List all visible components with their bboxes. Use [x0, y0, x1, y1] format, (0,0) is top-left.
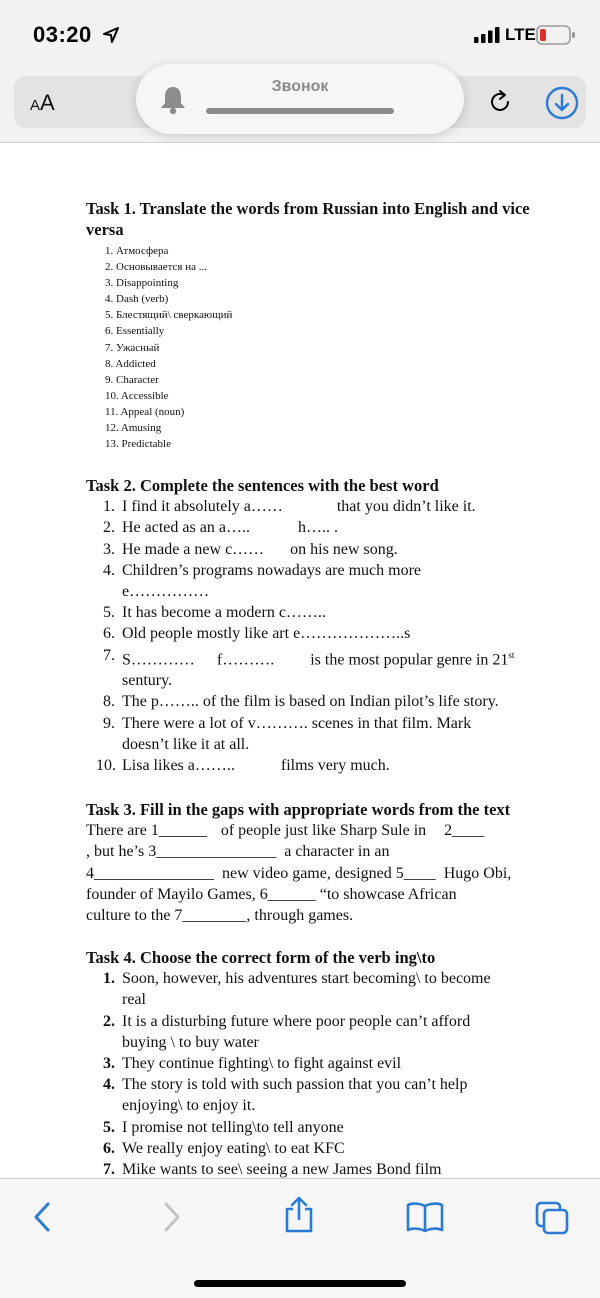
list-item: 2. It is a disturbing future where poor people can’t afford buying \ to buy water	[103, 1012, 471, 1051]
task1-title: Task 1. Translate the words from Russian into English and vice versa	[86, 199, 530, 239]
task1-word-list	[86, 243, 566, 452]
text-line: There are 1______ of people just like Sharp Sule in 2____	[86, 822, 485, 840]
list-item: 1. Soon, however, his adventures start becoming\ to become real	[103, 970, 491, 1009]
list-item: 11. Appeal (noun)	[105, 405, 185, 418]
list-item: 8. The p…….. of the film is based on Indian pilot’s life story.	[103, 693, 499, 711]
document-page	[86, 198, 566, 1180]
list-item: 8. Addicted	[105, 357, 156, 370]
list-item: 1. I find it absolutely a…… that you didn’t like it.	[103, 498, 476, 516]
list-item: 5. I promise not telling\to tell anyone	[103, 1118, 344, 1136]
reload-icon[interactable]	[486, 88, 514, 116]
text-line: founder of Mayilo Games, 6______ “to showcase African	[86, 885, 457, 903]
bookmarks-icon[interactable]	[405, 1200, 445, 1234]
task2-title: Task 2. Complete the sentences with the best word	[86, 476, 439, 496]
download-icon[interactable]	[545, 86, 579, 120]
tabs-icon[interactable]	[534, 1200, 570, 1236]
call-placeholder-bar	[206, 108, 394, 114]
list-item: 4. Children’s programs nowadays are much more e……………	[103, 561, 422, 601]
signal-icon	[474, 27, 500, 43]
battery-icon	[536, 25, 576, 45]
back-icon[interactable]	[30, 1200, 56, 1234]
task3-title: Task 3. Fill in the gaps with appropriate words from the text	[86, 800, 511, 820]
location-arrow-icon	[103, 27, 119, 43]
list-item: 10. Lisa likes a…….. films very much.	[96, 756, 390, 774]
forward-icon[interactable]	[158, 1200, 184, 1234]
list-item: 5. Блестящий\ сверкающий	[105, 309, 233, 322]
task2-sentence-list	[86, 496, 566, 776]
list-item: 6. We really enjoy eating\ to eat KFC	[103, 1139, 345, 1157]
list-item: 1. Атмосфера	[105, 245, 169, 257]
list-item: 9. Character	[105, 373, 159, 386]
page-format-button[interactable]: AA	[30, 90, 55, 115]
network-type: LTE	[505, 25, 536, 44]
list-item: 6. Old people mostly like art e………………..s	[103, 625, 411, 643]
list-item: 9. There were a lot of v………. scenes in that film. Mark doesn’t like it at all.	[103, 714, 472, 753]
text-line: , but he’s 3_______________ a character in an	[86, 843, 390, 861]
home-indicator[interactable]	[194, 1280, 406, 1287]
list-item: 3. Disappointing	[105, 277, 179, 290]
list-item: 13. Predictable	[105, 438, 171, 451]
list-item: 4. The story is told with such passion that you can’t help enjoying\ to enjoy it.	[103, 1076, 468, 1115]
list-item: 2. Основывается на ...	[105, 261, 208, 274]
task4-sentence-list	[86, 968, 566, 1180]
list-item: 12. Amusing	[105, 422, 162, 435]
task3-paragraph	[86, 820, 566, 926]
share-icon[interactable]	[282, 1195, 316, 1235]
text-line: 4_______________ new video game, designed 5____ Hugo Obi,	[86, 864, 512, 882]
list-item: 4. Dash (verb)	[105, 293, 169, 306]
list-item: 6. Essentially	[105, 325, 165, 338]
list-item: 7. Mike wants to see\ seeing a new James Bond film	[103, 1161, 442, 1179]
divider	[0, 142, 600, 143]
list-item: 7. Ужасный	[105, 341, 160, 354]
list-item: 3. He made a new c…… on his new song.	[103, 540, 398, 558]
status-time: 03:20	[33, 22, 92, 47]
list-item: 10. Accessible	[105, 389, 169, 402]
call-title: Звонок	[271, 78, 329, 95]
text-line: culture to the 7________, through games.	[86, 907, 354, 924]
list-item: 2. He acted as an a….. h….. .	[103, 519, 338, 537]
status-bar	[0, 0, 600, 70]
list-item: 7. S………… f………. is the most popular genre in 21st sentury.	[103, 646, 515, 690]
list-item: 3. They continue fighting\ to fight against evil	[103, 1055, 402, 1073]
task4-title: Task 4. Choose the correct form of the verb ing\to	[86, 948, 436, 968]
list-item: 5. It has become a modern c……..	[103, 604, 326, 622]
incoming-call-banner[interactable]	[136, 64, 464, 134]
